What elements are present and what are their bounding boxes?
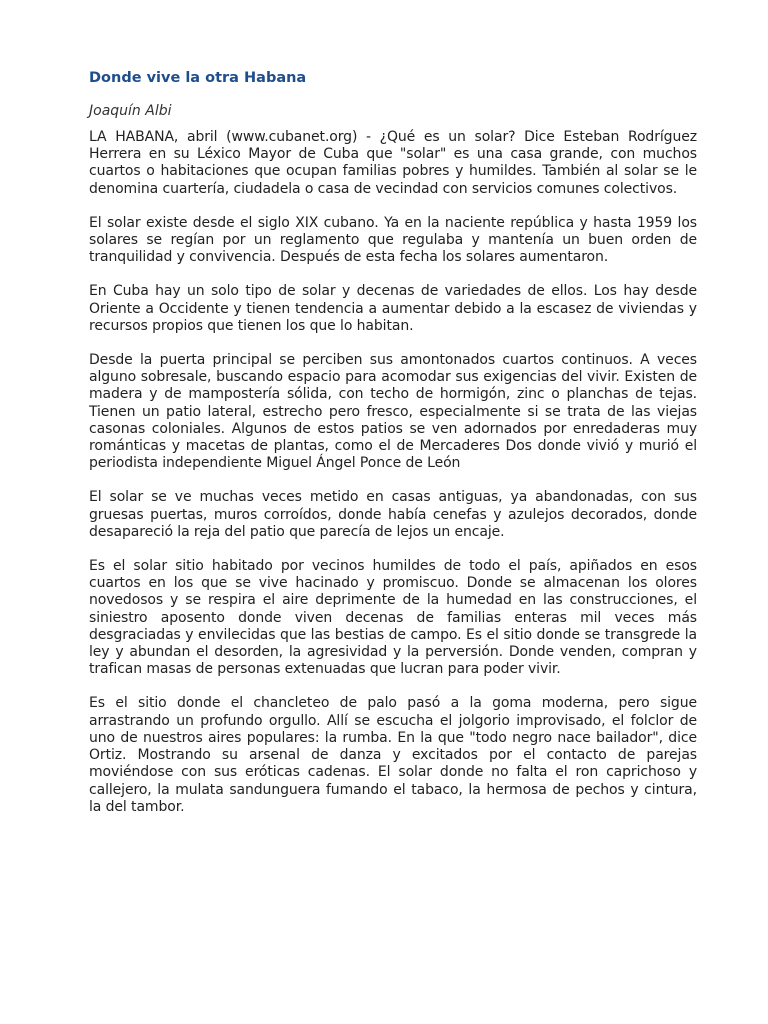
paragraph-5: El solar se ve muchas veces metido en casas antiguas, ya abandonadas, con sus gruesas puertas, muros corroídos, donde había cenefas y azulejos decorados, donde desapareció la reja del patio que parecía de lejos un encaje. [89,489,697,540]
paragraph-7: Es el sitio donde el chancleteo de palo pasó a la goma moderna, pero sigue arrastrando un profundo orgullo. Allí se escucha el jolgorio improvisado, el folclor de uno de nuestros aires populares: la rumba. En la que "todo negro nace bailador", dice Ortiz. Mostrando su arsenal de danza y excitados por el contacto de parejas moviéndose con sus eróticas cadenas. El solar donde no falta el ron caprichoso y callejero, la mulata sandunguera fumando el tabaco, la hermosa de pechos y cintura, la del tambor. [89,695,697,815]
paragraph-2: El solar existe desde el siglo XIX cubano. Ya en la naciente república y hasta 1959 los solares se regían por un reglamento que regulaba y mantenía un buen orden de tranquilidad y convivencia. Después de esta fecha los solares aumentaron. [89,214,697,266]
paragraph-3: En Cuba hay un solo tipo de solar y decenas de variedades de ellos. Los hay desde Oriente a Occidente y tienen tendencia a aumentar debido a la escasez de viviendas y recursos propios que tienen los que lo habitan. [89,283,697,334]
paragraph-1: LA HABANA, abril (www.cubanet.org) - ¿Qué es un solar? Dice Esteban Rodríguez Herrera en su Léxico Mayor de Cuba que "solar" es una casa grande, con muchos cuartos o habitaciones que ocupan familias pobres y humildes. También al solar se le denomina cuartería, ciudadela o casa de vecindad con servicios comunes colectivos. [89,129,697,197]
document-page [89,68,697,833]
paragraph-4: Desde la puerta principal se perciben sus amontonados cuartos continuos. A veces alguno sobresale, buscando espacio para acomodar sus exigencias del vivir. Existen de madera y de mampostería sólida, con techo de hormigón, zinc o planchas de tejas. Tienen un patio lateral, estrecho pero fresco, especialmente si se trata de las viejas casonas coloniales. Algunos de estos patios se ven adornados por enredaderas muy románticas y macetas de plantas, como el de Mercaderes Dos donde vivió y murió el periodista independiente Miguel Ángel Ponce de León [89,352,697,472]
paragraph-6: Es el solar sitio habitado por vecinos humildes de todo el país, apiñados en esos cuartos en los que se vive hacinado y promiscuo. Donde se almacenan los olores novedosos y se respira el aire deprimente de la humedad en las construcciones, el siniestro aposento donde viven decenas de familias enteras mil veces más desgraciadas y envilecidas que las bestias de campo. Es el sitio donde se transgrede la ley y abundan el desorden, la agresividad y la perversión. Donde venden, compran y trafican masas de personas extenuadas que lucran para poder vivir. [89,558,697,678]
article-author: Joaquín Albi [89,103,172,119]
article-title: Donde vive la otra Habana [89,70,307,86]
